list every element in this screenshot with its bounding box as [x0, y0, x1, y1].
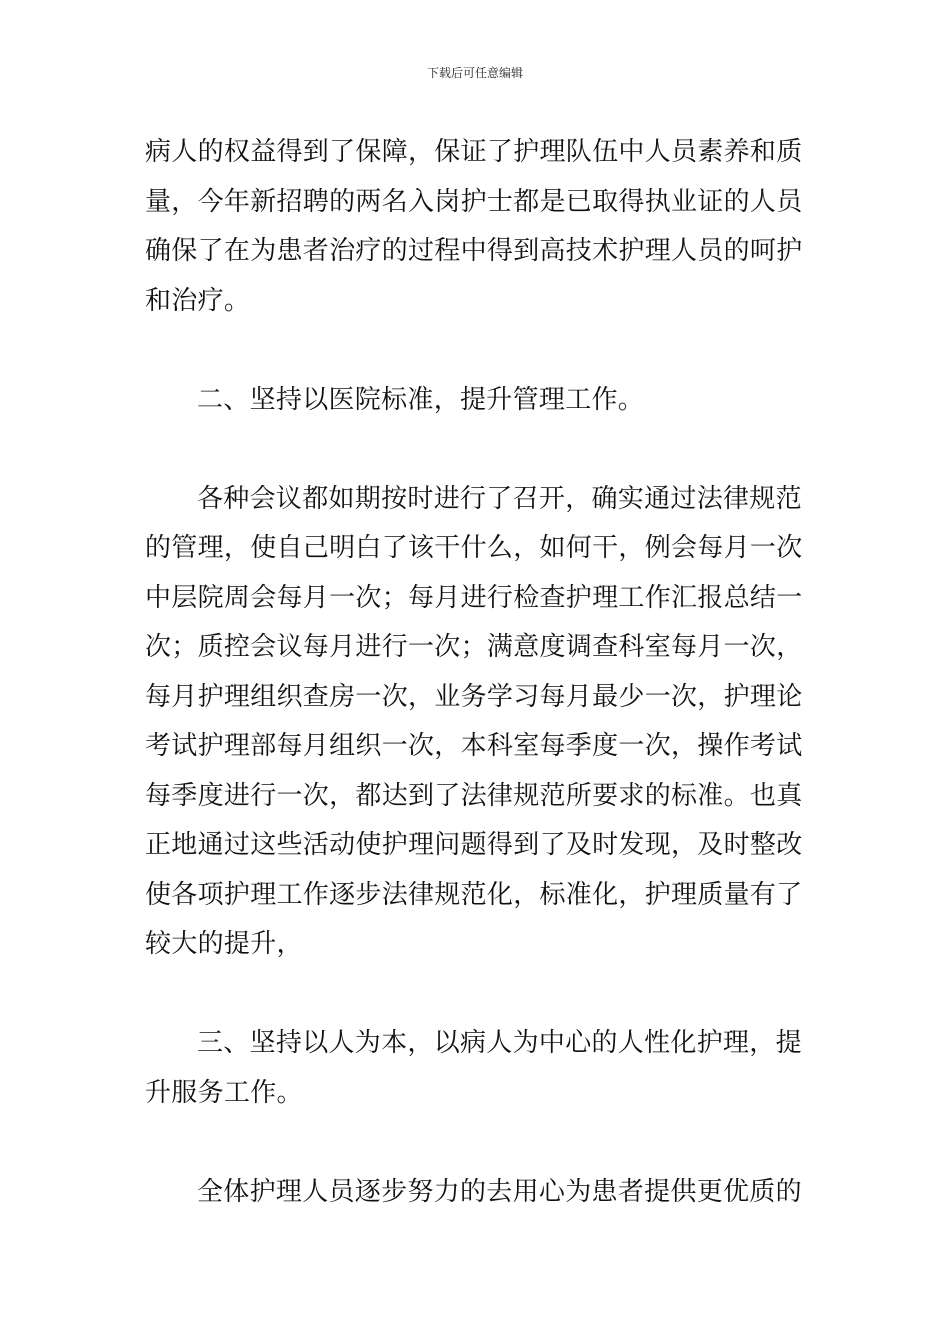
text-line: 的管理，使自己明白了该干什么，如何干，例会每月一次	[145, 533, 803, 563]
text-line: 量，今年新招聘的两名入岗护士都是已取得执业证的人员	[145, 186, 803, 217]
paragraph	[145, 128, 810, 326]
paragraph-gap	[145, 1118, 810, 1168]
text-line: 正地通过这些活动使护理问题得到了及时发现，及时整改	[145, 830, 803, 860]
text-line: 各种会议都如期按时进行了召开，确实通过法律规范	[197, 483, 802, 514]
text-line: 中层院周会每月一次；每月进行检查护理工作汇报总结一	[145, 582, 803, 613]
text-line: 每季度进行一次，都达到了法律规范所要求的标准。也真	[145, 780, 803, 811]
paragraph-gap	[145, 425, 810, 475]
document-body	[145, 128, 810, 1217]
paragraph	[145, 475, 810, 970]
paragraph	[145, 1168, 810, 1218]
text-line: 升服务工作。	[145, 1077, 303, 1108]
section-heading	[145, 376, 810, 426]
text-line: 和治疗。	[145, 285, 251, 316]
text-line: 病人的权益得到了保障，保证了护理队伍中人员素养和质	[145, 137, 803, 167]
text-line: 确保了在为患者治疗的过程中得到高技术护理人员的呵护	[145, 236, 803, 266]
text-line: 使各项护理工作逐步法律规范化，标准化，护理质量有了	[145, 879, 803, 910]
page-header: 下载后可任意编辑	[426, 66, 523, 80]
text-line: 每月护理组织查房一次，业务学习每月最少一次，护理论	[145, 681, 803, 712]
paragraph-gap	[145, 326, 810, 376]
text-line: 较大的提升，	[145, 929, 303, 959]
text-line: 全体护理人员逐步努力的去用心为患者提供更优质的	[197, 1176, 802, 1207]
section-heading	[145, 1019, 810, 1118]
text-line: 次；质控会议每月进行一次；满意度调查科室每月一次，	[145, 632, 803, 662]
text-line: 三、坚持以人为本，以病人为中心的人性化护理，提	[197, 1028, 802, 1058]
text-line: 二、坚持以医院标准，提升管理工作。	[197, 384, 645, 415]
text-line: 考试护理部每月组织一次，本科室每季度一次，操作考试	[145, 731, 803, 761]
paragraph-gap	[145, 970, 810, 1020]
